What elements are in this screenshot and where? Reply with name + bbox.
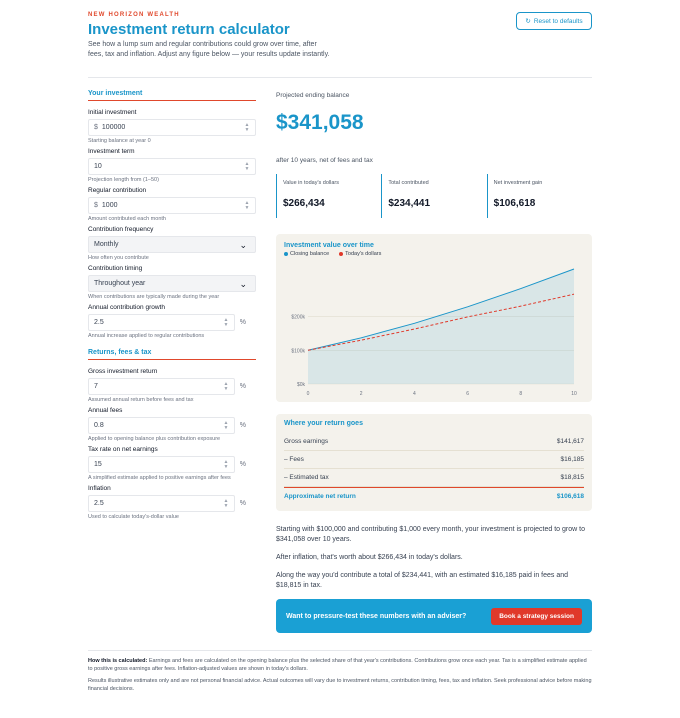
annual-fees-input[interactable]	[88, 417, 246, 434]
footnote-disclaimer: Results illustrative estimates only and are not personal financial advice. Actual outcomes will vary due to investment returns, contribution timing, fees, tax and inflation. Seek professional advice before making financial decisions.	[88, 678, 592, 692]
x-tick-label: 0	[306, 391, 310, 397]
contribution-frequency-select[interactable]	[88, 236, 256, 253]
input-value: 10	[94, 163, 102, 170]
closing-balance-area	[308, 269, 574, 384]
row-label: – Estimated tax	[284, 474, 329, 481]
input-value: 1000	[101, 202, 118, 209]
input-value: 2.5	[94, 319, 104, 326]
field-hint: Applied to opening balance plus contribution exposure	[88, 436, 221, 442]
field-regular-contribution	[88, 187, 256, 222]
summary-paragraph: Along the way you'd contribute a total of $234,441, with an estimated $16,185 paid in fees and $18,815 in tax.	[276, 572, 569, 589]
book-session-button[interactable]: Book a strategy session	[491, 608, 582, 625]
percent-unit: %	[239, 500, 246, 507]
x-tick-label: 6	[466, 391, 469, 397]
regular-contribution-input[interactable]	[88, 197, 256, 214]
field-label: Regular contribution	[88, 187, 147, 194]
legend-closing-balance: Closing balance	[284, 251, 329, 257]
chart-title: Investment value over time	[284, 242, 374, 249]
select-value: Monthly	[94, 241, 119, 248]
input-value: 0.8	[94, 422, 104, 429]
input-panel	[88, 90, 256, 524]
field-hint: Starting balance at year 0	[88, 138, 151, 144]
x-tick-label: 10	[571, 391, 577, 397]
field-label: Annual fees	[88, 407, 123, 414]
field-inflation	[88, 485, 256, 520]
summary-paragraph: Starting with $100,000 and contributing $1,000 every month, your investment is projected to grow to $341,058 over 10 years.	[276, 526, 585, 543]
projected-balance-note: after 10 years, net of fees and tax	[276, 157, 373, 164]
breakdown-row-fees	[284, 451, 584, 469]
y-tick-label: $0k	[296, 382, 305, 388]
field-label: Inflation	[88, 485, 111, 492]
brand-name: NEW HORIZON WEALTH	[88, 12, 180, 18]
field-label: Investment term	[88, 148, 135, 155]
y-tick-label: $200k	[291, 314, 305, 321]
field-label: Gross investment return	[88, 368, 158, 375]
summary-text	[276, 525, 592, 591]
x-tick-label: 2	[359, 391, 363, 397]
stats-row	[276, 174, 592, 218]
projected-balance-label: Projected ending balance	[276, 92, 350, 99]
chevron-down-icon: ⌄	[239, 279, 247, 289]
field-hint: Annual increase applied to regular contributions	[88, 333, 205, 339]
x-tick-label: 8	[519, 391, 523, 397]
reset-icon: ↻	[525, 18, 531, 25]
cta-text: Want to pressure-test these numbers with an adviser?	[286, 612, 467, 620]
stat-value: $234,441	[388, 198, 431, 209]
tax-rate-input[interactable]	[88, 456, 246, 473]
field-tax-rate	[88, 446, 256, 481]
chart-legend	[284, 251, 584, 257]
field-label: Tax rate on net earnings	[88, 446, 158, 453]
stat-today-dollars	[276, 174, 381, 218]
projected-balance-value: $341,058	[276, 111, 364, 134]
stat-label: Total contributed	[388, 180, 429, 186]
stepper-icon[interactable]: ▲ ▼	[223, 381, 229, 392]
field-label: Initial investment	[88, 109, 137, 116]
currency-prefix: $	[94, 202, 98, 209]
header-divider	[88, 77, 592, 78]
footnote-heading: How this is calculated:	[88, 658, 148, 664]
percent-unit: %	[239, 383, 246, 390]
section-title-investment: Your investment	[88, 90, 256, 101]
field-hint: Amount contributed each month	[88, 216, 166, 222]
breakdown-row-tax	[284, 469, 584, 487]
percent-unit: %	[239, 319, 246, 326]
contribution-timing-select[interactable]	[88, 275, 256, 292]
breakdown-title: Where your return goes	[284, 420, 363, 427]
row-value: $16,185	[560, 456, 584, 463]
initial-investment-input[interactable]	[88, 119, 256, 136]
row-value: $18,815	[560, 474, 584, 481]
row-label: Approximate net return	[284, 493, 356, 500]
percent-unit: %	[239, 422, 246, 429]
stat-total-contributed	[381, 174, 486, 218]
footnote	[88, 650, 592, 697]
field-hint: Assumed annual return before fees and tax	[88, 397, 194, 403]
field-hint: A simplified estimate applied to positive earnings after fees	[88, 475, 231, 481]
investment-term-input[interactable]	[88, 158, 256, 175]
input-value: 7	[94, 383, 98, 390]
page-title: Investment return calculator	[88, 21, 290, 38]
field-contribution-timing	[88, 265, 256, 300]
footnote-calculation	[88, 657, 592, 673]
field-hint: Used to calculate today's-dollar value	[88, 514, 179, 520]
stepper-icon[interactable]: ▲ ▼	[223, 420, 229, 431]
field-initial-investment	[88, 109, 256, 144]
field-label: Contribution timing	[88, 265, 143, 272]
page-subtitle: See how a lump sum and regular contributions could grow over time, after fees, tax and inflation. Adjust any figure below — your results update instantly.	[88, 41, 330, 58]
row-value: $106,618	[556, 493, 584, 500]
section-title-returns: Returns, fees & tax	[88, 349, 256, 360]
stepper-icon[interactable]: ▲ ▼	[244, 122, 250, 133]
breakdown-row-gross	[284, 433, 584, 451]
input-value: 100000	[101, 124, 126, 131]
stat-label: Value in today's dollars	[283, 180, 339, 186]
breakdown-row-total	[284, 487, 584, 505]
legend-todays-dollars: Today's dollars	[339, 251, 381, 257]
field-annual-fees	[88, 407, 256, 442]
stepper-icon[interactable]: ▲ ▼	[244, 161, 250, 172]
contribution-growth-input[interactable]	[88, 314, 246, 331]
row-value: $141,617	[556, 438, 584, 445]
line-chart	[284, 258, 584, 398]
currency-prefix: $	[94, 124, 98, 131]
field-gross-return	[88, 368, 256, 403]
percent-unit: %	[239, 461, 246, 468]
stat-net-gain	[487, 174, 592, 218]
results-panel	[276, 92, 592, 633]
stat-label: Net investment gain	[493, 180, 543, 186]
stepper-icon[interactable]: ▲ ▼	[223, 459, 229, 470]
stepper-icon[interactable]: ▲ ▼	[223, 317, 229, 328]
summary-paragraph: After inflation, that's worth about $266,434 in today's dollars.	[276, 554, 463, 561]
field-contribution-growth	[88, 304, 256, 339]
field-contribution-frequency	[88, 226, 256, 261]
select-value: Throughout year	[94, 280, 146, 287]
chevron-down-icon: ⌄	[239, 240, 247, 250]
row-label: Gross earnings	[284, 438, 329, 445]
y-tick-label: $100k	[291, 348, 305, 355]
field-label: Annual contribution growth	[88, 304, 165, 311]
field-hint: How often you contribute	[88, 255, 149, 261]
stat-value: $106,618	[493, 198, 536, 209]
inflation-input[interactable]	[88, 495, 246, 512]
gross-return-input[interactable]	[88, 378, 246, 395]
field-hint: When contributions are typically made during the year	[88, 294, 220, 300]
chart-card	[276, 234, 592, 402]
input-value: 2.5	[94, 500, 104, 507]
x-tick-label: 4	[413, 391, 416, 397]
input-value: 15	[94, 461, 102, 468]
reset-button[interactable]	[516, 12, 592, 30]
footnote-text: Earnings and fees are calculated on the opening balance plus the selected share of that year's contributions. Contributions grow once each year. Tax is a simplified estimate applied to positive gross earnings after fees. Inflation-adjusted values are shown in today's dollars.	[88, 658, 587, 672]
reset-label: Reset to defaults	[533, 17, 583, 25]
field-hint: Projection length from (1–50)	[88, 177, 159, 183]
stepper-icon[interactable]: ▲ ▼	[244, 200, 250, 211]
stat-value: $266,434	[283, 198, 325, 209]
field-label: Contribution frequency	[88, 226, 154, 233]
return-breakdown	[276, 414, 592, 511]
row-label: – Fees	[284, 456, 304, 463]
stepper-icon[interactable]: ▲ ▼	[223, 498, 229, 509]
field-investment-term	[88, 148, 256, 183]
adviser-cta	[276, 599, 592, 633]
